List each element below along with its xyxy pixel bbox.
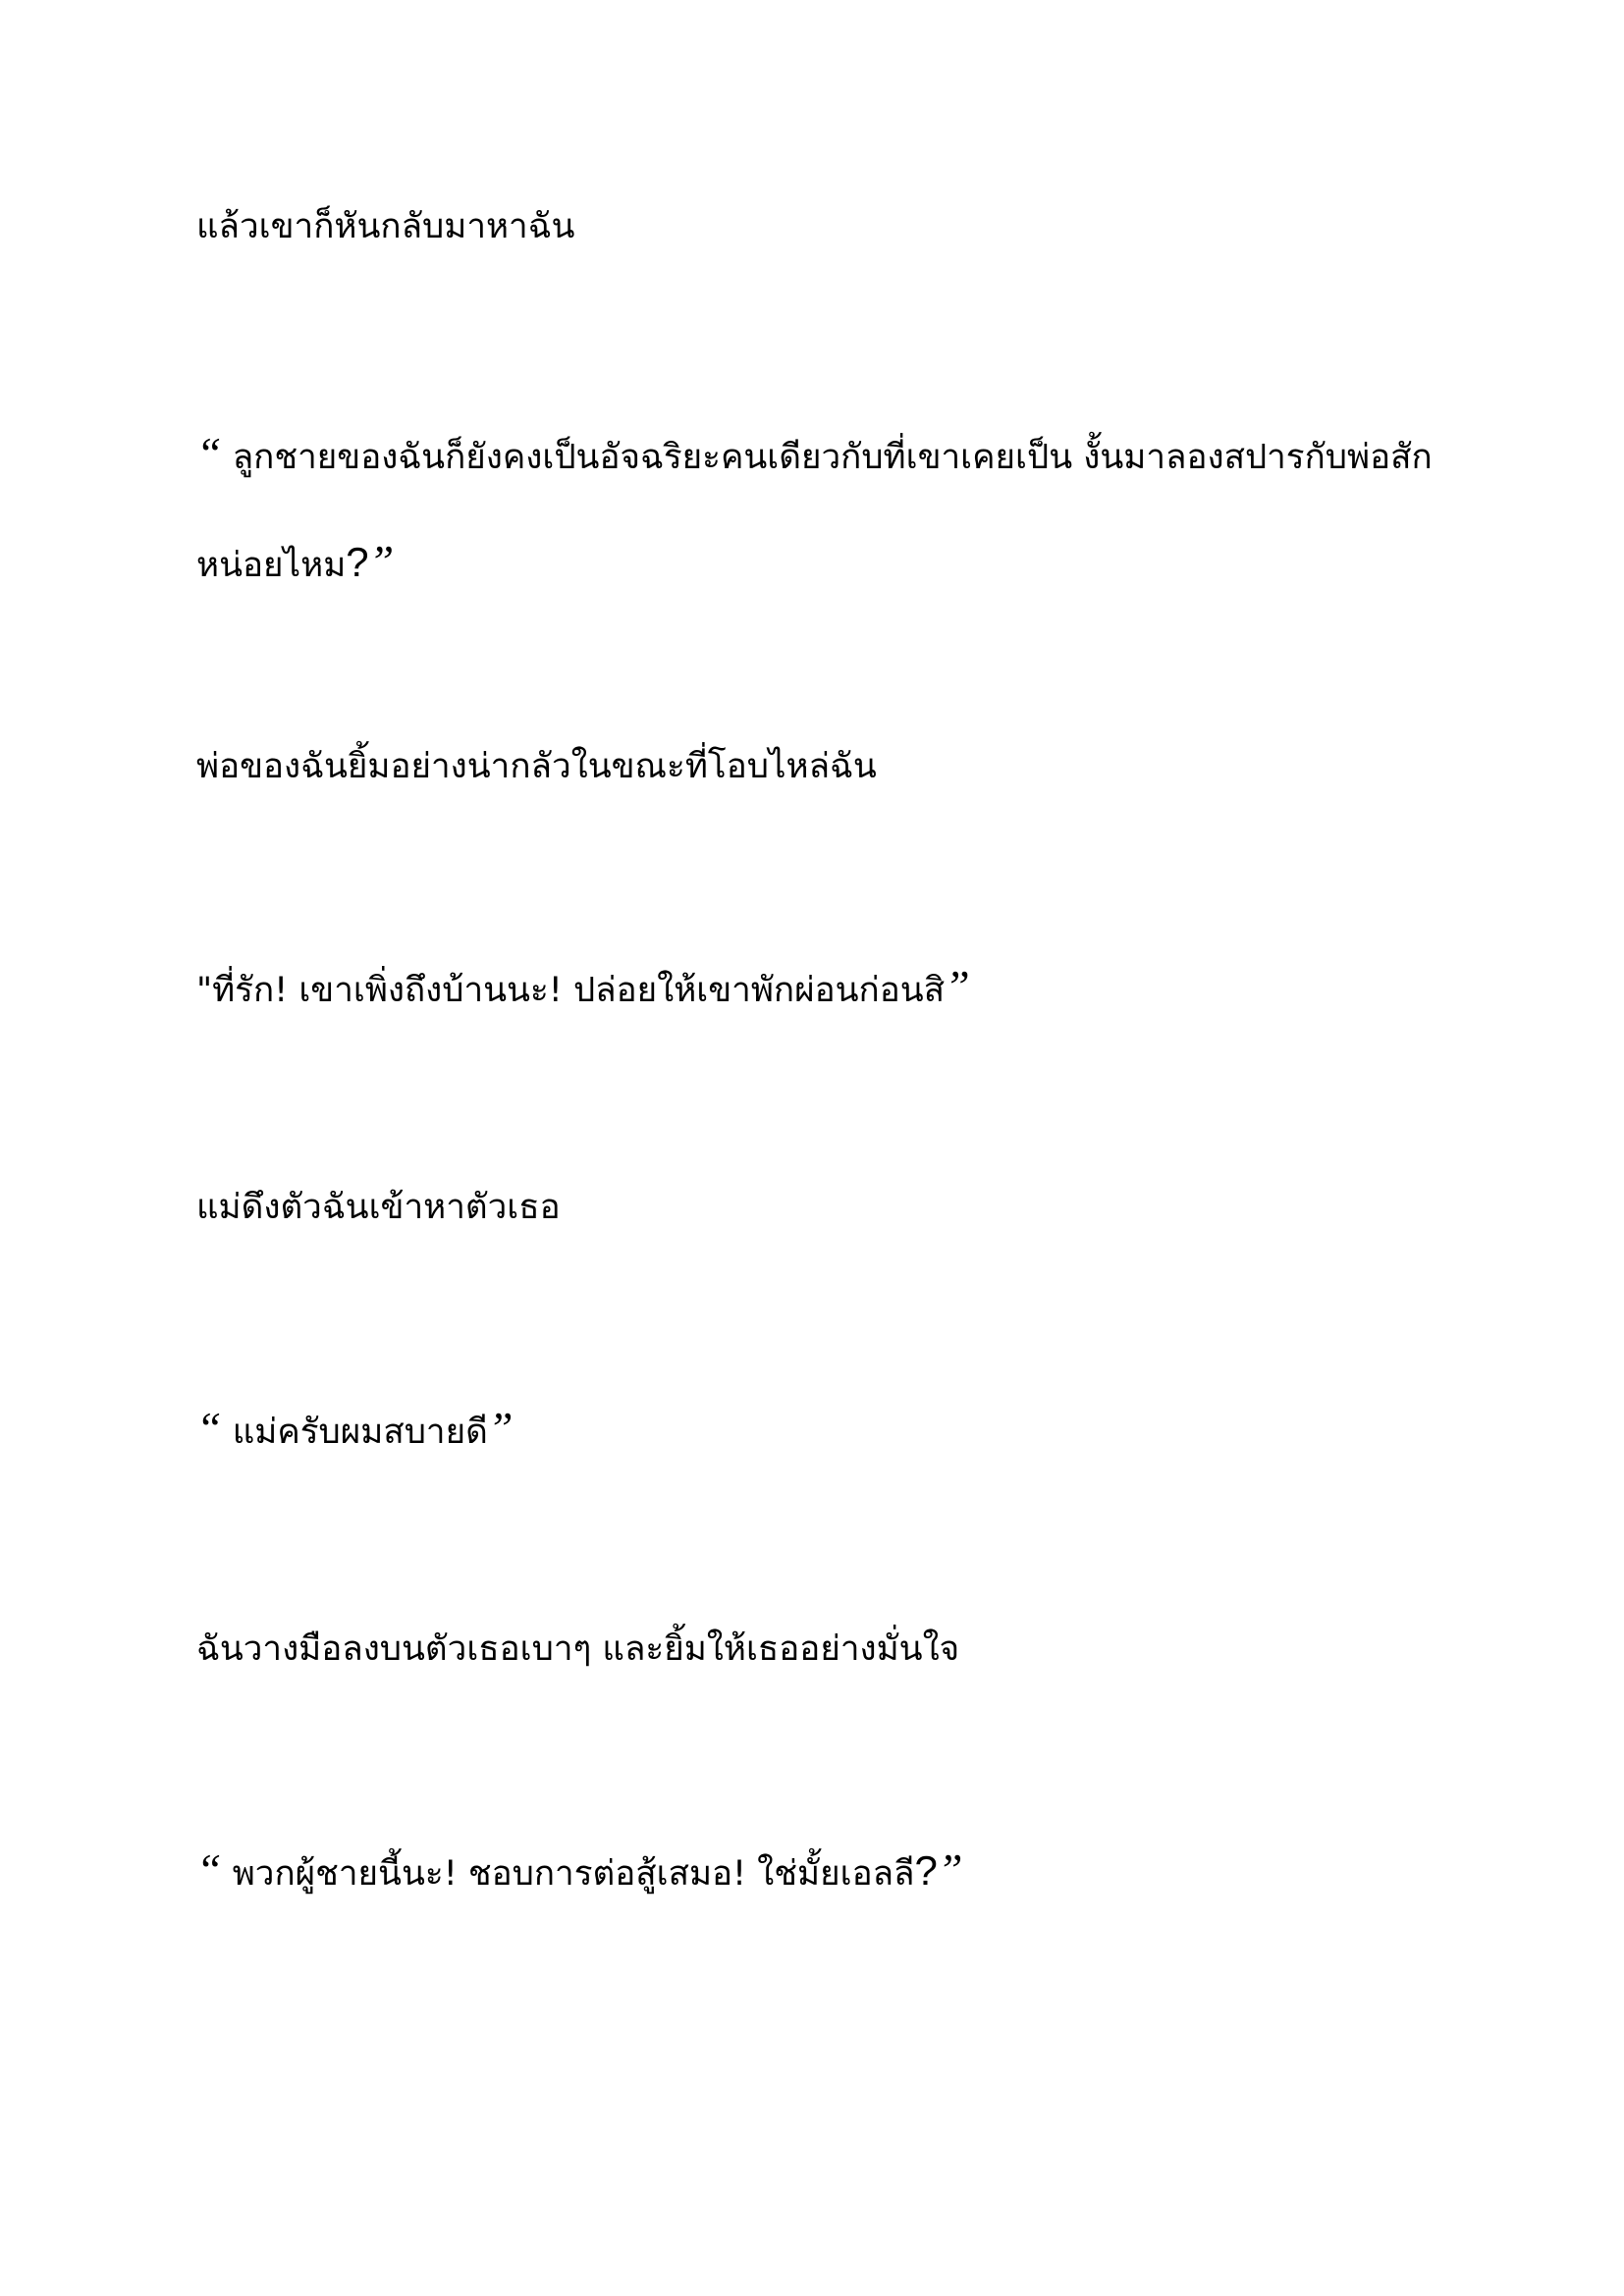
- paragraph-1: [196, 175, 1434, 279]
- paragraph-text: พ่อของฉันยิ้มอย่างน่ากลัวในขณะที่โอบไหล่ฉัน: [196, 747, 877, 786]
- open-quote: “: [196, 428, 222, 478]
- paragraph-3: [196, 715, 1434, 819]
- paragraph-text: แม่ครับผมสบายดี: [221, 1413, 488, 1452]
- open-quote: “: [196, 1403, 222, 1453]
- paragraph-7: [196, 1597, 1434, 1701]
- paragraph-text: "ที่รัก! เขาเพิ่งถึงบ้านนะ! ปล่อยให้เขาพักผ่อนก่อนสิ: [196, 971, 946, 1010]
- paragraph-2: [196, 401, 1434, 617]
- paragraph-text: ลูกชายของฉันก็ยังคงเป็นอัจฉริยะคนเดียวกับที่เขาเคยเป็น งั้นมาลองสปารกับพ่อสักหน่อยไหม: [196, 438, 1433, 585]
- paragraph-5: [196, 1155, 1434, 1259]
- paragraph-4: [196, 934, 1434, 1042]
- close-quote: ”: [937, 1844, 963, 1895]
- question-mark: ?: [346, 539, 369, 585]
- paragraph-text: ฉันวางมือลงบนตัวเธอเบาๆ และยิ้มให้เธออย่างมั่นใจ: [196, 1629, 960, 1669]
- open-quote: “: [196, 1844, 222, 1895]
- paragraph-text: แล้วเขาก็หันกลับมาหาฉัน: [196, 207, 575, 246]
- paragraph-6: [196, 1376, 1434, 1484]
- question-mark: ?: [914, 1847, 938, 1894]
- paragraph-text: แม่ดึงตัวฉันเข้าหาตัวเธอ: [196, 1188, 561, 1227]
- close-quote: ”: [945, 961, 970, 1011]
- paragraph-8: [196, 1818, 1434, 1926]
- close-quote: ”: [487, 1403, 514, 1453]
- paragraph-text: พวกผู้ชายนี้นะ! ชอบการต่อสู้เสมอ! ใช่มั้ยเอลลี: [221, 1854, 915, 1894]
- close-quote: ”: [368, 536, 395, 586]
